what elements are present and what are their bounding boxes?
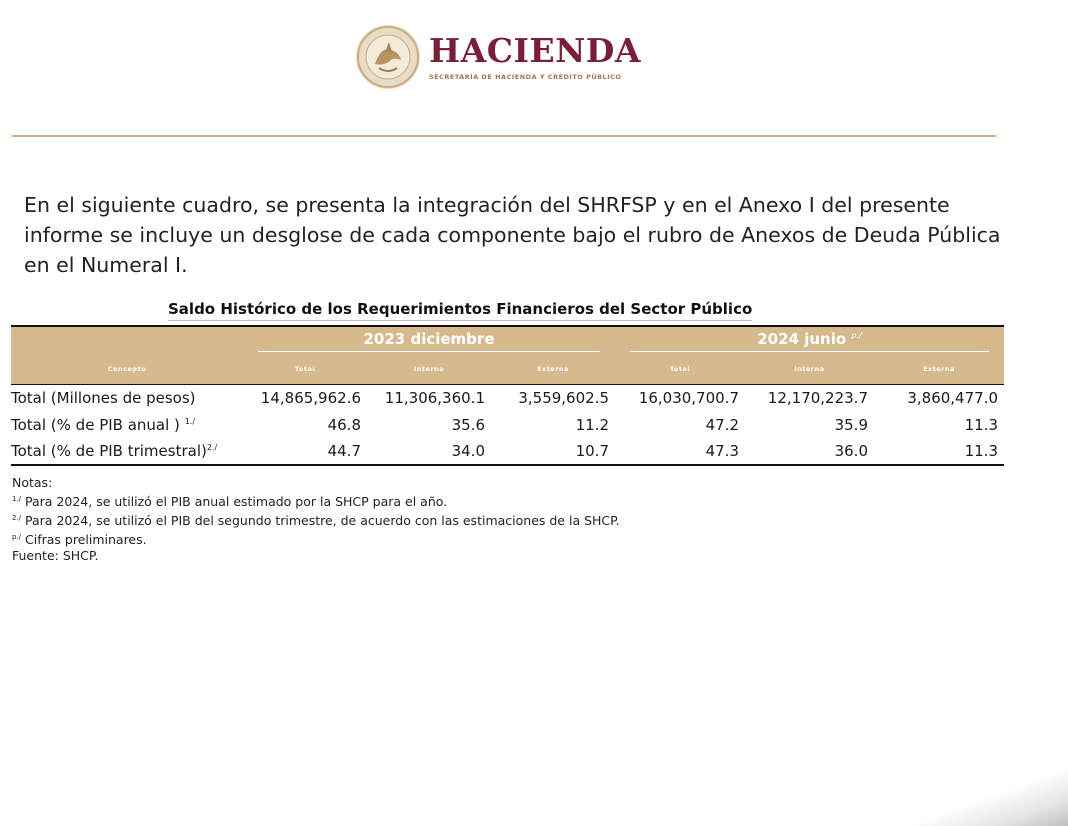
brand-subtitle: SECRETARÍA DE HACIENDA Y CRÉDITO PÚBLICO: [429, 72, 622, 81]
col-total-2023: Total: [243, 355, 367, 384]
page-curl-shadow: [868, 766, 1068, 826]
note-2: [12, 510, 620, 529]
cell-value: 3,860,477.0: [907, 388, 998, 407]
table-row: [11, 411, 1004, 438]
note-2-sup: 2./: [12, 514, 22, 523]
cell-value: 47.3: [615, 438, 745, 465]
cell-value: 16,030,700.7: [638, 388, 739, 407]
cell-value: 11.2: [575, 415, 609, 434]
row-concept-label: Total (% de PIB trimestral): [11, 442, 207, 460]
cell-value: 47.2: [705, 415, 739, 434]
cell-value: 11.3: [964, 415, 998, 434]
note-1-text: Para 2024, se utilizó el PIB anual estimado por la SHCP para el año.: [25, 494, 448, 510]
group-label-2024-wrap: [630, 330, 988, 352]
col-externa-2023: Externa: [491, 355, 615, 384]
cell-value: 35.9: [834, 415, 868, 434]
col-interna-2023: Interna: [367, 355, 491, 384]
table-row: [11, 384, 1004, 411]
cell-value: 11,306,360.1: [384, 388, 485, 407]
header-blank: [11, 326, 243, 355]
source-line: Fuente: SHCP.: [12, 548, 99, 564]
row-concept-sup: 1./: [184, 416, 196, 426]
row-concept: [11, 438, 243, 465]
note-p-sup: p./: [12, 533, 22, 542]
cell-value: 34.0: [367, 438, 491, 465]
group-header-2024: [615, 326, 1004, 355]
note-p-text: Cifras preliminares.: [25, 532, 147, 548]
col-total-2024: Total: [615, 355, 745, 384]
row-concept: [11, 384, 243, 411]
brand-name: HACIENDA: [429, 30, 642, 70]
intro-paragraph: En el siguiente cuadro, se presenta la integración del SHRFSP y en el Anexo I del presente informe se incluye un desglose de cada componente bajo el rubro de Anexos de Deuda Pública en el Numeral I.: [24, 193, 1001, 277]
cell-value: 11.3: [874, 438, 1004, 465]
cell-value: 10.7: [491, 438, 615, 465]
col-externa-2024: Externa: [874, 355, 1004, 384]
group-label-2024-sup: p./: [851, 331, 862, 340]
group-label-2024: 2024 junio: [757, 330, 847, 348]
cell-value: 36.0: [745, 438, 874, 465]
row-concept: [11, 411, 243, 438]
row-concept-sup: 2./: [206, 443, 218, 452]
note-2-text: Para 2024, se utilizó el PIB del segundo trimestre, de acuerdo con las estimaciones de la SHCP.: [25, 513, 620, 529]
col-concepto: Concepto: [11, 355, 243, 384]
national-coat-of-arms-icon: [355, 24, 421, 90]
table-notes: [12, 475, 620, 564]
table-column-header: [11, 355, 1004, 384]
col-interna-2024: Interna: [745, 355, 874, 384]
note-p: [12, 529, 620, 548]
cell-value: 3,559,602.5: [518, 388, 609, 407]
table-title: Saldo Histórico de los Requerimientos Financieros del Sector Público: [168, 300, 752, 321]
cell-value: 44.7: [243, 438, 367, 465]
cell-value: 14,865,962.6: [260, 388, 361, 407]
table-row: [11, 438, 1004, 465]
group-label-2023: 2023 diciembre: [258, 330, 600, 352]
note-1-sup: 1./: [12, 495, 22, 503]
hacienda-logo: [355, 24, 641, 90]
notes-heading: Notas:: [12, 475, 53, 490]
debt-table: [11, 325, 1004, 466]
header-divider: [12, 135, 996, 137]
cell-value: 35.6: [451, 415, 485, 434]
group-header-2023: [243, 326, 615, 355]
cell-value: 46.8: [327, 415, 361, 434]
note-1: [12, 491, 620, 510]
table-group-header: [11, 326, 1004, 355]
row-concept-label: Total (% de PIB anual ): [11, 415, 180, 434]
cell-value: 12,170,223.7: [767, 388, 868, 407]
row-concept-label: Total (Millones de pesos): [11, 388, 196, 407]
